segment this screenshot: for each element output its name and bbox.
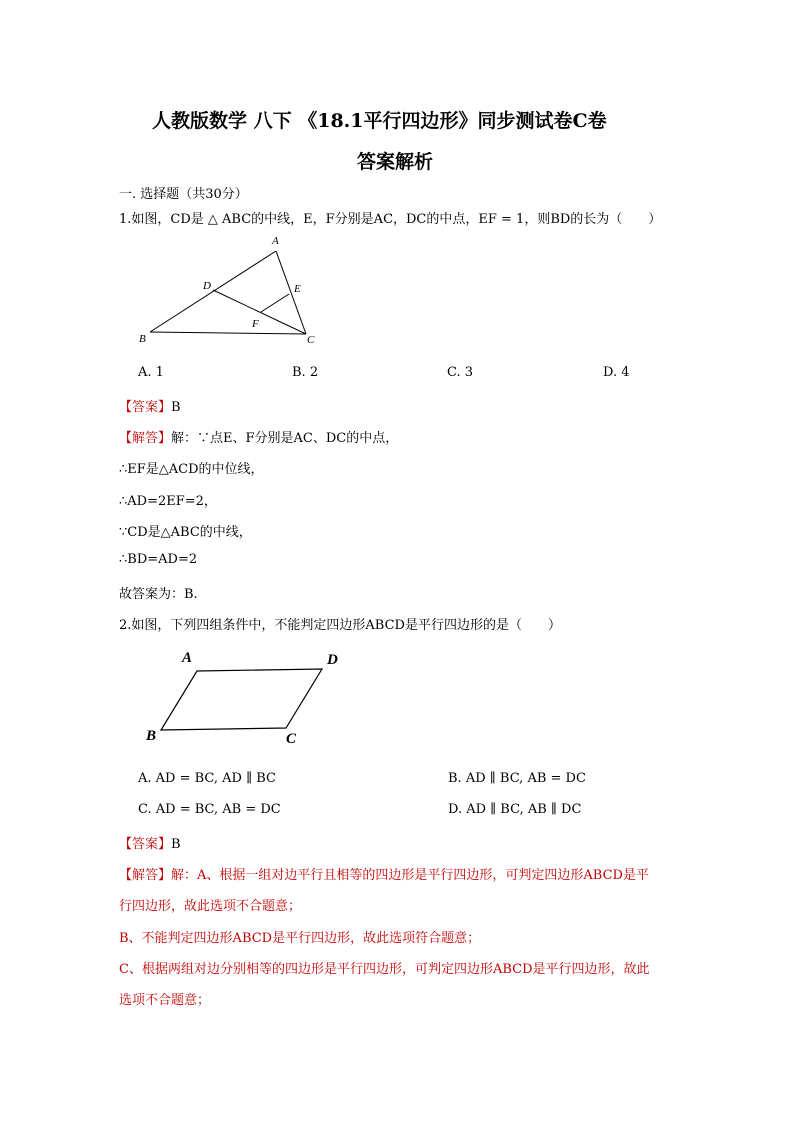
q2-label-c: C [286, 731, 297, 747]
q2-solution-line-4: C、根据两组对边分别相等的四边形是平行四边形，可判定四边形ABCD是平行四边形，故此 [119, 962, 650, 977]
solution-label: 【解答】 [119, 868, 172, 883]
q2-stem: 2.如图，下列四组条件中，不能判定四边形ABCD是平行四边形的是（ ） [119, 618, 561, 633]
q1-solution-line-2: ∴EF是△ACD的中位线， [119, 462, 264, 477]
q2-solution-line-2: 行四边形，故此选项不合题意； [119, 899, 302, 914]
q2-label-a: A [182, 650, 193, 666]
solution-label: 【解答】 [119, 431, 172, 446]
q1-solution-line-4: ∵CD是△ABC的中线， [119, 525, 252, 540]
q2-option-c: C. AD = BC, AB = DC [138, 802, 281, 817]
q2-option-d: D. AD ∥ BC, AB ∥ DC [448, 802, 582, 817]
parallelogram-abcd [161, 669, 322, 730]
q1-label-c: C [307, 334, 315, 346]
q1-solution-line-6: 故答案为：B. [119, 587, 198, 602]
q1-label-d: D [203, 280, 211, 292]
q2-solution-line-5: 选项不合题意； [119, 993, 211, 1008]
q1-label-f: F [252, 318, 259, 330]
section-heading: 一. 选择题（共30分） [119, 187, 248, 202]
q2-answer [119, 833, 181, 852]
page-subtitle: 答案解析 [357, 151, 434, 173]
answer-label: 【答案】 [119, 400, 172, 415]
answer-value: B [171, 400, 181, 415]
q1-label-b: B [139, 333, 146, 345]
q2-label-d: D [327, 652, 338, 668]
solution-text: 解：∵点E、F分别是AC、DC的中点， [171, 431, 399, 446]
q2-option-a: A. AD = BC, AD ∥ BC [138, 771, 276, 786]
q1-option-c: C. 3 [447, 365, 474, 380]
q1-option-a: A. 1 [138, 365, 164, 380]
answer-value: B [171, 837, 181, 852]
q2-label-b: B [146, 728, 157, 744]
q2-solution-line-3: B、不能判定四边形ABCD是平行四边形，故此选项符合题意； [119, 931, 481, 946]
q2-option-b: B. AD ∥ BC, AB = DC [448, 771, 586, 786]
page-title: 人教版数学 八下 《18.1平行四边形》同步测试卷C卷 [152, 110, 607, 132]
q1-label-e: E [294, 283, 301, 295]
answer-label: 【答案】 [119, 837, 172, 852]
q1-label-a: A [272, 235, 279, 247]
q1-option-b: B. 2 [292, 365, 319, 380]
q1-option-d: D. 4 [603, 365, 630, 380]
q1-solution-line-5: ∴BD=AD=2 [119, 552, 198, 567]
solution-text: 解：A、根据一组对边平行且相等的四边形是平行四边形，可判定四边形ABCD是平 [171, 868, 649, 883]
q1-solution-line-3: ∴AD=2EF=2， [119, 494, 217, 509]
q2-solution-line-1 [119, 864, 649, 883]
q1-stem: 1.如图，CD是 △ ABC的中线，E，F分别是AC，DC的中点，EF = 1，则BD的长为（ ） [119, 212, 662, 227]
